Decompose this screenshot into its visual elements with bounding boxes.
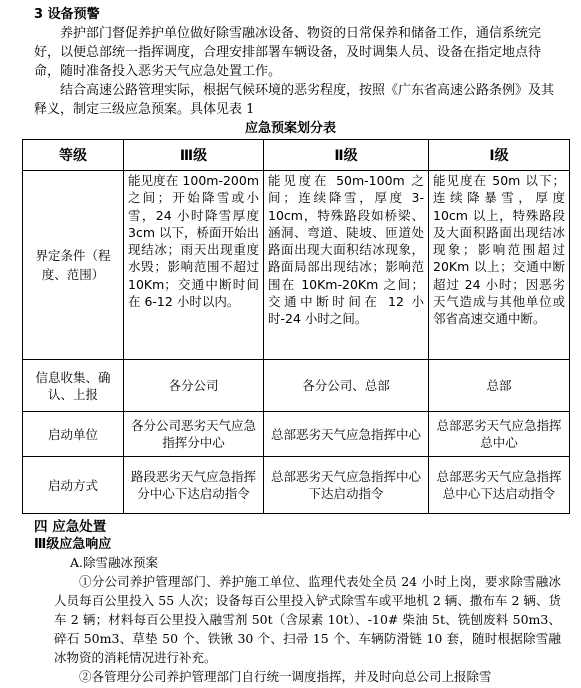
table-header-row [23, 140, 570, 171]
table-cell: 各分公司 [124, 360, 264, 412]
table-header-cell: Ⅲ级 [124, 140, 264, 171]
table-row [23, 360, 570, 412]
item-label: A.除雪融冰预案 [70, 555, 159, 570]
table-row [23, 412, 570, 457]
row-label: 界定条件（程度、范围） [23, 171, 124, 360]
table-row [23, 171, 570, 360]
paragraph: 养护部门督促养护单位做好除雪融冰设备、物资的日常保养和储备工作，通信系统完好，以便总部统一指挥调度，合理安排部署车辆设备，及时调集人员、设备在指定地点待命，随时准备投入恶劣天气应急处置工作。 [34, 26, 542, 79]
subsection-heading: Ⅲ级应急响应 [34, 537, 112, 552]
table-cell: 总部 [429, 360, 570, 412]
row-label: 信息收集、确认、上报 [23, 360, 124, 412]
table-cell: 各分公司、总部 [264, 360, 429, 412]
table-caption: 应急预案划分表 [244, 121, 336, 136]
table-cell: 能见度在 100m-200m 之间；开始降雪或小雪，24 小时降雪厚度 3cm 以下，桥面开始出现结冰；雨天出现重度水毁；影响范围不超过 10Km；交通中断时间在 6-12 小时以内。 [124, 171, 264, 360]
table-cell: 路段恶劣天气应急指挥分中心下达启动指令 [124, 457, 264, 514]
emergency-plan-table [22, 139, 570, 514]
table-cell: 总部恶劣天气应急指挥总中心下达启动指令 [429, 457, 570, 514]
table-header-cell: Ⅱ级 [264, 140, 429, 171]
row-label: 启动方式 [23, 457, 124, 514]
section-heading: 3 设备预警 [34, 7, 100, 22]
table-cell: 总部恶劣天气应急指挥中心 [264, 412, 429, 457]
table-cell: 总部恶劣天气应急指挥中心下达启动指令 [264, 457, 429, 514]
table-cell: 总部恶劣天气应急指挥总中心 [429, 412, 570, 457]
table-cell: 能见度在 50m-100m 之间；连续降雪，厚度 3-10cm，特殊路段如桥梁、涵洞、弯道、陡坡、匝道处路面出现大面积结冰现象，路面局部出现结冰；影响范围在 10Km-20Km 之间；交通中断时间在 12 小时-24 小时之间。 [264, 171, 429, 360]
paragraph: ①分公司养护管理部门、养护施工单位、监理代表处全员 24 小时上岗，要求除雪融冰人员每百公里投入 55 人次；设备每百公里投入铲式除雪车或平地机 2 辆、撒布车 2 辆、货车 2 辆；材料每百公里投入融雪剂 50t（含尿素 10t）、-10# 柴油 5t、铣刨废料 50m3、碎石 50m3、草垫 50 个、铁锹 30 个、扫帚 15 个、车辆防滑链 10 套，随时根据除雪融冰物资的消耗情况进行补充。 [54, 574, 561, 665]
table-header-cell: 等级 [23, 140, 124, 171]
table-cell: 能见度在 50m 以下；连续降暴雪，厚度 10cm 以上，特殊路段及大面积路面出现结冰现象；影响范围超过 20Km 以上；交通中断超过 24 小时；因恶劣天气造成与其他单位或邻省高速交通中断。 [429, 171, 570, 360]
section-heading: 四 应急处置 [34, 519, 107, 535]
paragraph: 结合高速公路管理实际，根据气候环境的恶劣程度，按照《广东省高速公路条例》及其释义，制定三级应急预案。具体见表 1 [34, 83, 555, 117]
table-row [23, 457, 570, 514]
row-label: 启动单位 [23, 412, 124, 457]
table-cell: 各分公司恶劣天气应急指挥分中心 [124, 412, 264, 457]
paragraph: ②各管理分公司养护管理部门自行统一调度指挥，并及时向总公司上报除雪 [79, 669, 492, 684]
table-header-cell: Ⅰ级 [429, 140, 570, 171]
